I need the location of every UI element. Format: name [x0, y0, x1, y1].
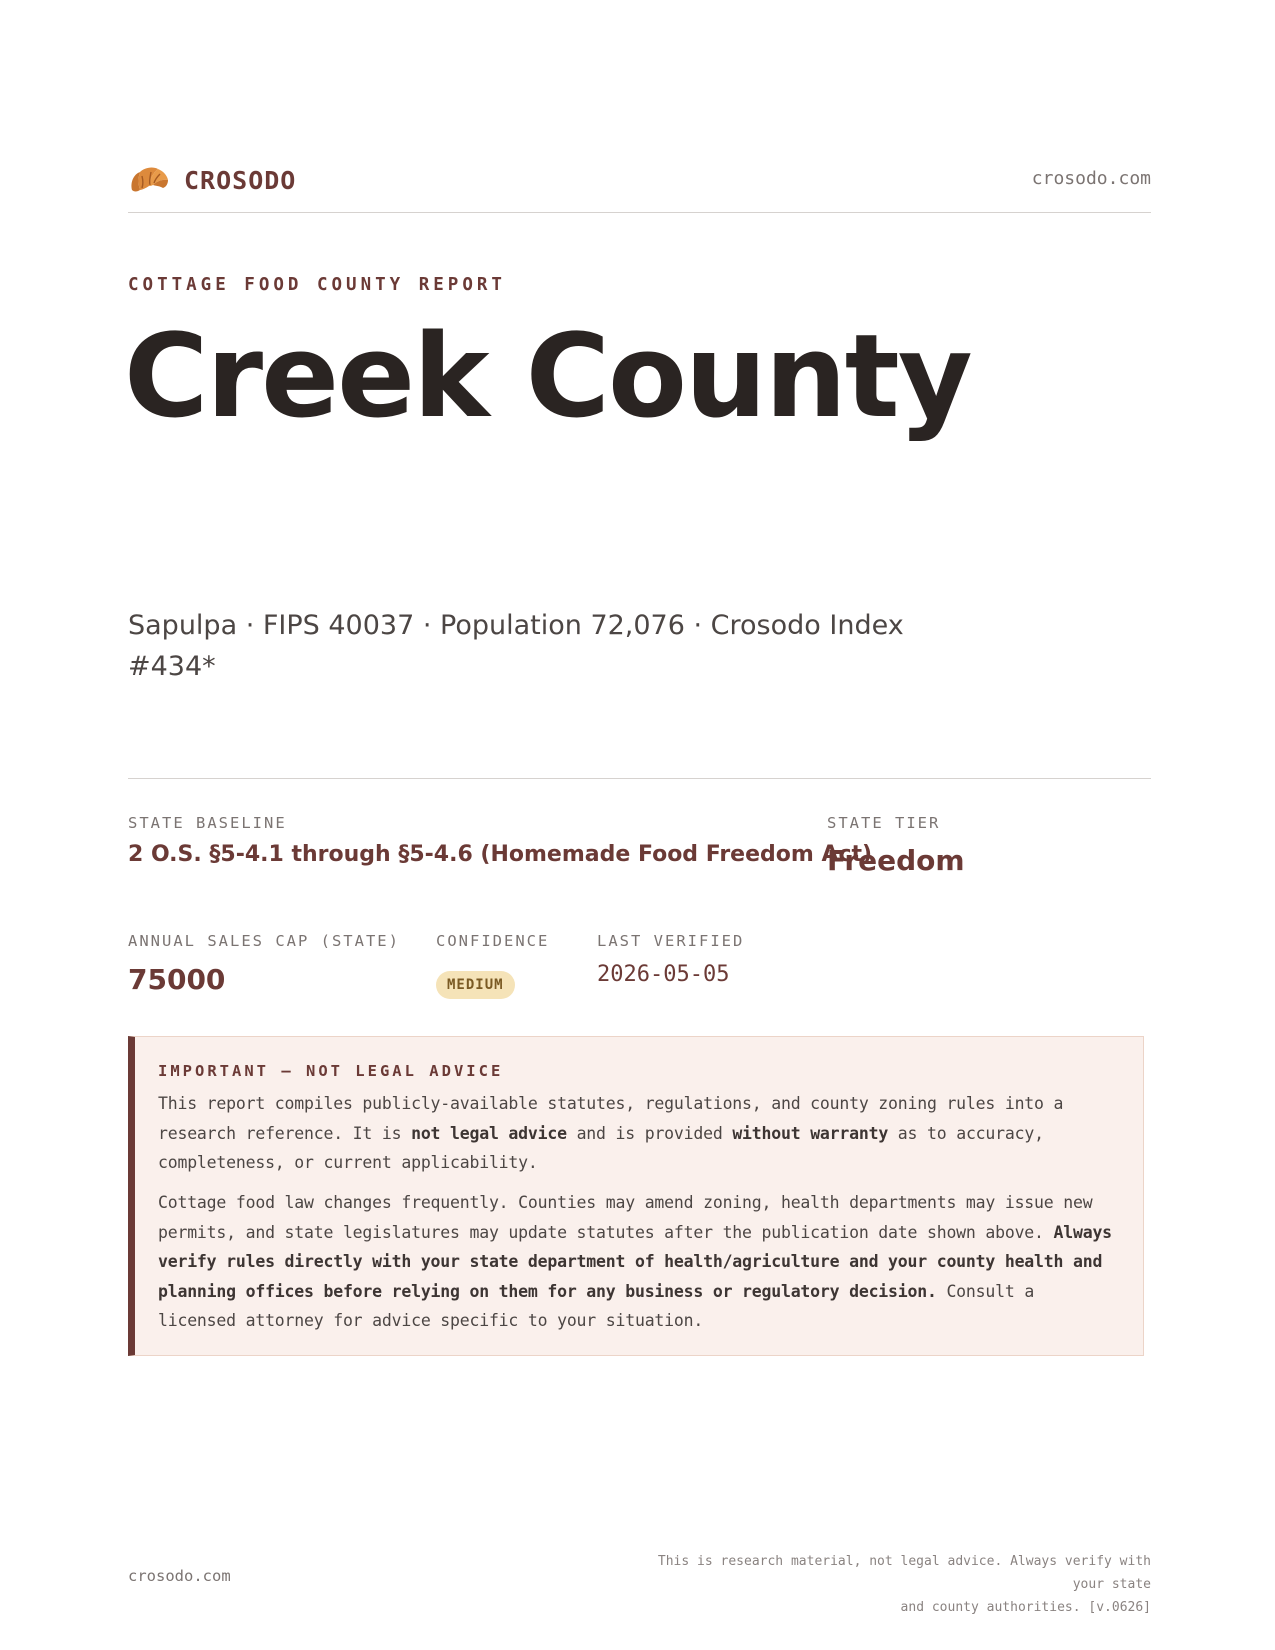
footer-disclaimer [631, 1550, 1151, 1619]
notice-title: IMPORTANT — NOT LEGAL ADVICE [158, 1062, 504, 1080]
croissant-icon [128, 160, 170, 200]
state-tier-value: Freedom [827, 844, 965, 877]
footer-url[interactable]: crosodo.com [128, 1567, 231, 1585]
section-divider [128, 778, 1151, 779]
notice-text: and is provided [566, 1123, 733, 1143]
page-header [128, 158, 1151, 213]
sales-cap-label: ANNUAL SALES CAP (STATE) [128, 932, 400, 950]
last-verified-label: LAST VERIFIED [597, 932, 745, 950]
notice-paragraph-2 [158, 1188, 1120, 1336]
state-baseline-label: STATE BASELINE [128, 814, 287, 832]
state-tier-label: STATE TIER [827, 814, 941, 832]
sales-cap-value: 75000 [128, 963, 226, 996]
brand[interactable] [128, 160, 296, 200]
notice-text: as to accuracy, completeness, or current applicability. [158, 1123, 1044, 1172]
header-url[interactable]: crosodo.com [1031, 168, 1151, 189]
state-baseline-value: 2 O.S. §5-4.1 through §5-4.6 (Homemade Food Freedom Act) [128, 842, 873, 867]
legal-notice [128, 1036, 1144, 1356]
notice-emphasis: Always verify rules directly with your state department of health/agriculture and your county health and planning offices before relying on them for any business or regulatory decision. [158, 1222, 1112, 1301]
report-page [124, 0, 1151, 1650]
notice-paragraph-1 [158, 1089, 1120, 1178]
notice-text: Cottage food law changes frequently. Counties may amend zoning, health departments may issue new permits, and state legislatures may update statutes after the publication date shown above. [158, 1193, 1093, 1242]
footer-disclaimer-line: and county authorities. [v.0626] [900, 1600, 1151, 1615]
notice-text: This report compiles publicly-available statutes, regulations, and county zoning rules into a research reference. It is [158, 1094, 1064, 1143]
brand-name: CROSODO [184, 165, 297, 195]
notice-text: Consult a licensed attorney for advice specific to your situation. [158, 1281, 1035, 1330]
page-title: Creek County [124, 310, 971, 444]
confidence-badge: MEDIUM [436, 971, 515, 999]
last-verified-value: 2026-05-05 [597, 962, 730, 987]
report-subtitle: Sapulpa · FIPS 40037 · Population 72,076 · Crosodo Index #434* [128, 610, 904, 682]
confidence-label: CONFIDENCE [436, 932, 550, 950]
report-eyebrow: COTTAGE FOOD COUNTY REPORT [128, 275, 506, 295]
notice-emphasis: not legal advice [411, 1123, 567, 1143]
notice-emphasis: without warranty [732, 1123, 889, 1143]
footer-disclaimer-line: This is research material, not legal advice. Always verify with your state [657, 1554, 1151, 1592]
